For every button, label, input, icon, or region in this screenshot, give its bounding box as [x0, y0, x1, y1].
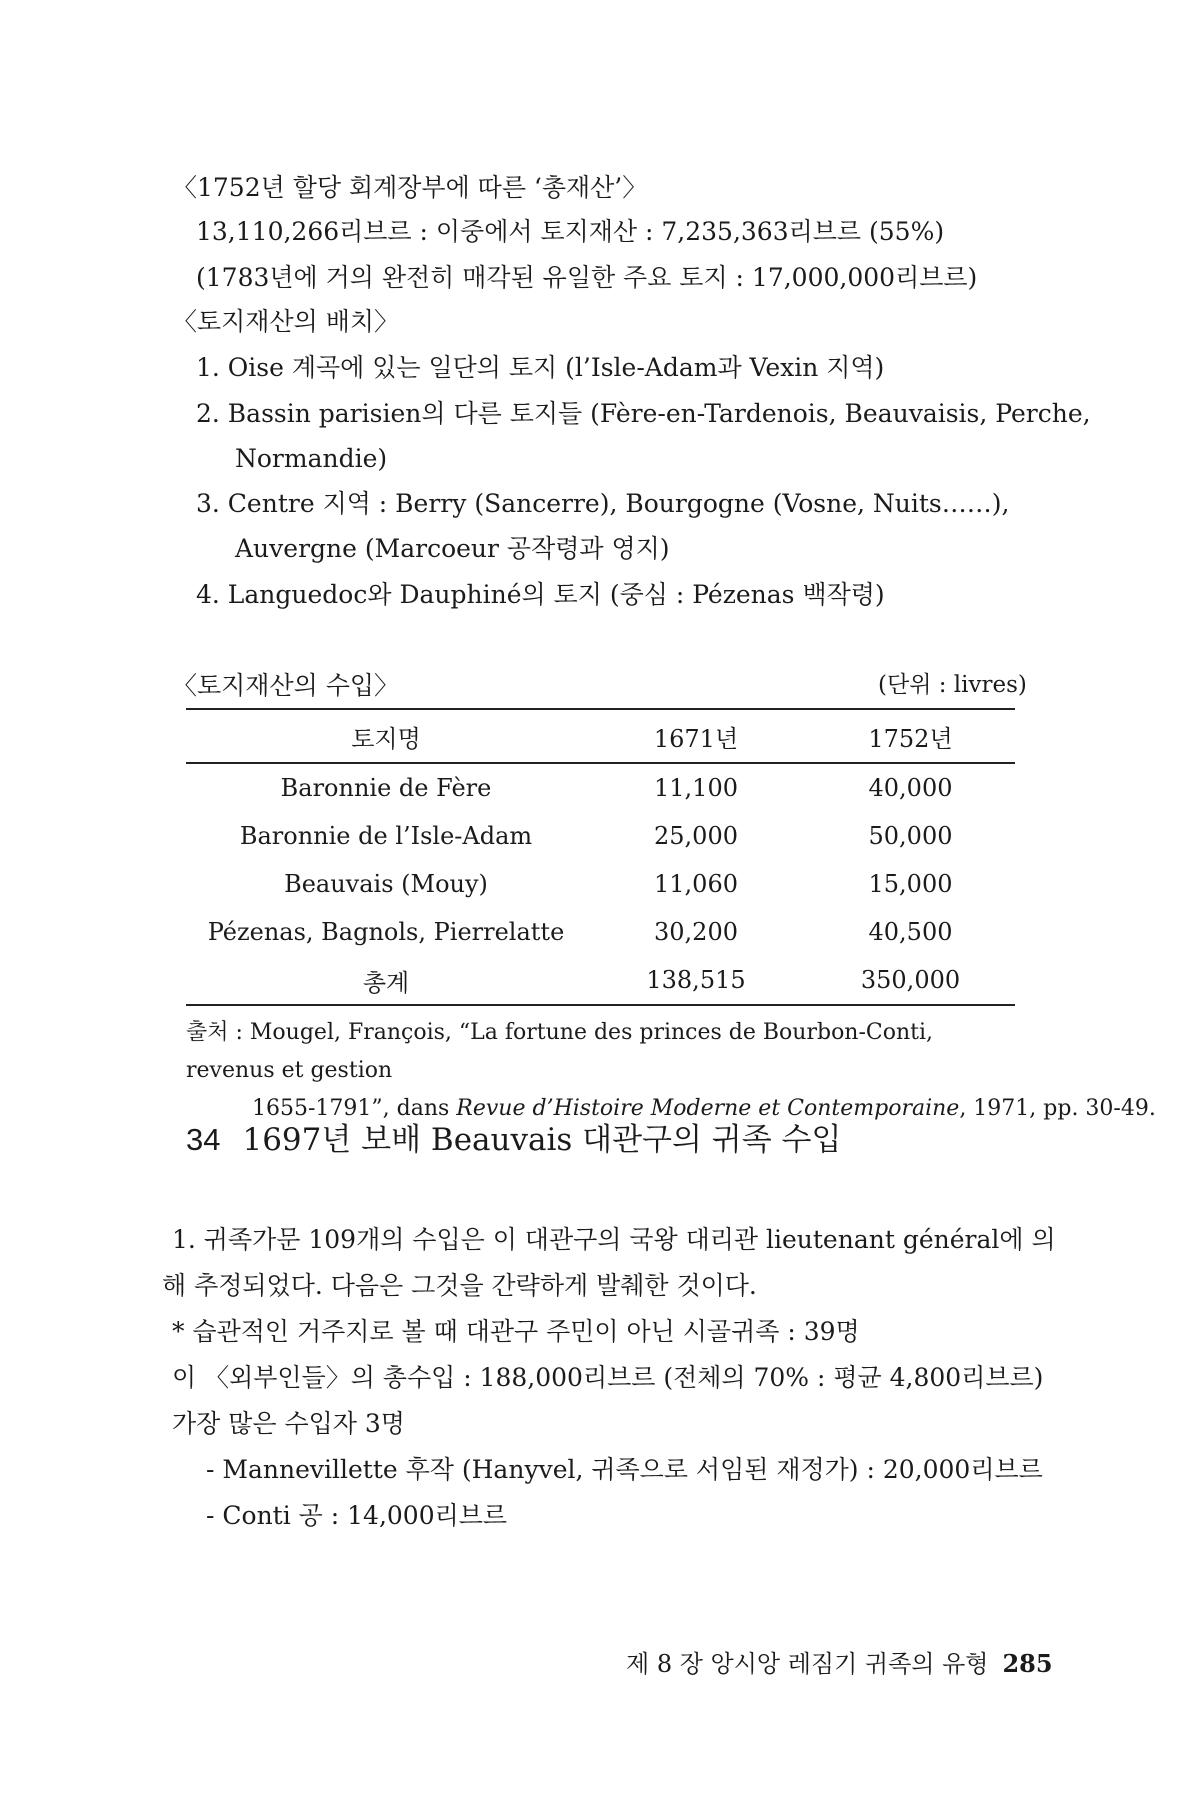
unit-note: (단위 : livres)	[878, 672, 1027, 698]
revenue-heading: 〈토지재산의 수입〉	[172, 671, 399, 700]
revenue-1752: 40,500	[868, 918, 953, 946]
source-line-2: 1655-1791”, dans Revue d’Histoire Moderne et Contemporaine, 1971, pp. 30-49.	[252, 1096, 1156, 1121]
total-1752: 350,000	[860, 966, 961, 994]
total-label: 총계	[362, 968, 410, 997]
column-header-1752: 1752년	[868, 724, 953, 753]
source-citation	[186, 1014, 1156, 1128]
distribution-heading: 〈토지재산의 배치〉	[172, 307, 399, 336]
source-line-1: 출처 : Mougel, François, “La fortune des princes de Bourbon-Conti, revenus et gestion	[186, 1020, 934, 1083]
page-footer	[626, 1648, 1053, 1680]
total-assets-line: 13,110,266리브르 : 이중에서 토지재산 : 7,235,363리브르 (55%)	[196, 217, 945, 246]
land-name: Baronnie de Fère	[280, 774, 492, 802]
distribution-item: 1. Oise 계곡에 있는 일단의 토지 (l’Isle-Adam과 Vexin 지역)	[196, 353, 885, 382]
section-heading-text: 1697년 보배 Beauvais 대관구의 귀족 수입	[242, 1122, 842, 1158]
revenue-1671: 11,100	[654, 774, 738, 802]
total-1671: 138,515	[646, 966, 746, 994]
body-list-item: - Mannevillette 후작 (Hanyvel, 귀족으로 서임된 재정가) : 20,000리브르	[206, 1455, 1043, 1484]
revenue-1671: 25,000	[654, 822, 738, 850]
distribution-item-continued: Normandie)	[235, 444, 388, 473]
revenue-1752: 15,000	[868, 870, 953, 898]
revenue-1671: 11,060	[654, 870, 738, 898]
distribution-item: 2. Bassin parisien의 다른 토지들 (Fère-en-Tardenois, Beauvaisis, Perche,	[196, 399, 1091, 428]
revenue-1671: 30,200	[654, 918, 738, 946]
revenue-table	[186, 708, 1015, 1006]
revenue-1752: 40,000	[868, 774, 953, 802]
table-header-row	[186, 709, 1015, 763]
land-name: Beauvais (Mouy)	[284, 870, 488, 898]
distribution-item-continued: Auvergne (Marcoeur 공작령과 영지)	[235, 534, 670, 563]
table-row	[186, 908, 1015, 956]
table-row	[186, 763, 1015, 812]
body-list-item: - Conti 공 : 14,000리브르	[206, 1501, 508, 1530]
total-assets-note: (1783년에 거의 완전히 매각된 유일한 주요 토지 : 17,000,000리브르)	[196, 263, 978, 292]
table-row	[186, 860, 1015, 908]
body-note-line: 가장 많은 수입자 3명	[172, 1409, 405, 1438]
section-title	[186, 1120, 841, 1160]
page-number: 285	[1002, 1649, 1053, 1678]
body-note-line: 이 〈외부인들〉의 총수입 : 188,000리브르 (전체의 70% : 평균 4,800리브르)	[172, 1363, 1044, 1392]
column-header-1671: 1671년	[653, 724, 739, 753]
land-name: Pézenas, Bagnols, Pierrelatte	[207, 918, 565, 946]
revenue-1752: 50,000	[868, 822, 953, 850]
body-paragraph-line: 1. 귀족가문 109개의 수입은 이 대관구의 국왕 대리관 lieutenant général에 의	[172, 1225, 1056, 1254]
section-number: 34	[186, 1122, 221, 1157]
distribution-item: 3. Centre 지역 : Berry (Sancerre), Bourgogne (Vosne, Nuits……),	[196, 489, 1010, 518]
table-total-row	[186, 956, 1015, 1005]
column-header-land-name: 토지명	[351, 724, 421, 753]
chapter-title: 제 8 장 앙시앙 레짐기 귀족의 유형	[626, 1650, 989, 1678]
distribution-item: 4. Languedoc와 Dauphiné의 토지 (중심 : Pézenas 백작령)	[196, 580, 885, 609]
land-name: Baronnie de l’Isle-Adam	[239, 822, 533, 850]
total-assets-heading: 〈1752년 할당 회계장부에 따른 ‘총재산’〉	[172, 173, 648, 202]
body-note-line: * 습관적인 거주지로 볼 때 대관구 주민이 아닌 시골귀족 : 39명	[172, 1317, 860, 1346]
journal-title: Revue d’Histoire Moderne et Contemporaine	[456, 1096, 960, 1121]
table-row	[186, 812, 1015, 860]
body-paragraph-line: 해 추정되었다. 다음은 그것을 간략하게 발췌한 것이다.	[162, 1271, 757, 1300]
